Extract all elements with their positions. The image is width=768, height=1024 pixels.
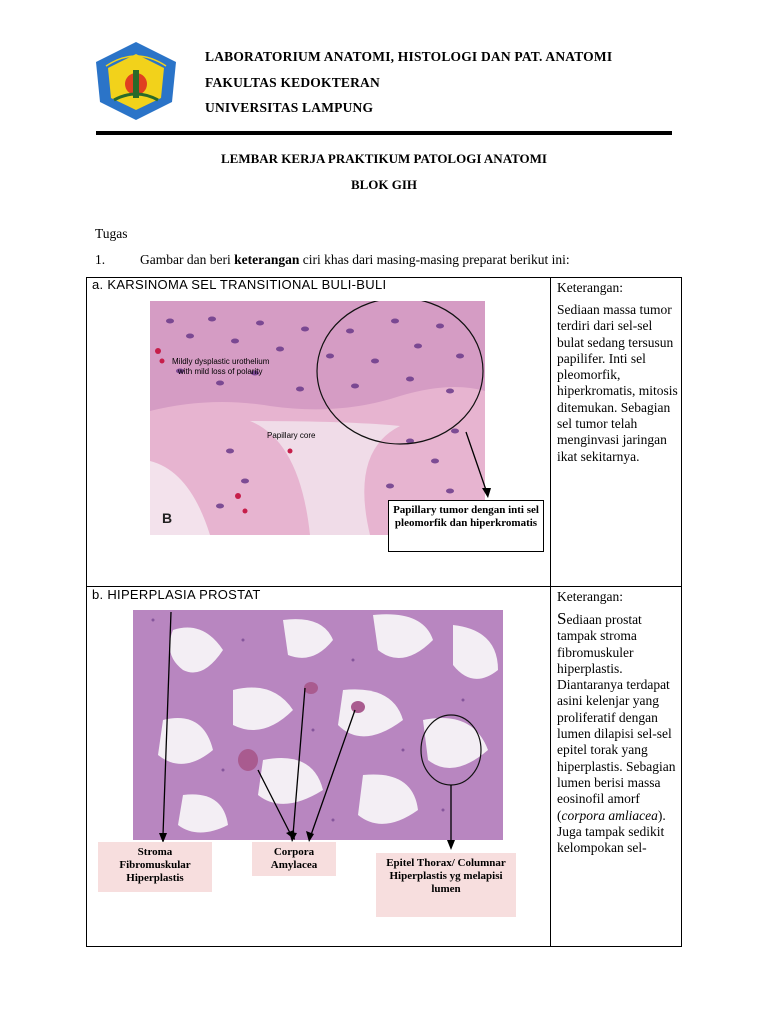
task-number: 1. — [95, 252, 106, 267]
header-divider — [96, 131, 672, 135]
arrows-b — [133, 610, 503, 850]
label-corpora-amylacea: Corpora Amylacea — [252, 842, 336, 876]
worksheet-subtitle: BLOK GIH — [350, 177, 418, 192]
label-epitel: Epitel Thorax/ Columnar Hiperplastis yg melapisi lumen — [376, 853, 516, 917]
header-university: UNIVERSITAS LAMPUNG — [205, 100, 374, 115]
task-instruction: Gambar dan beri keterangan ciri khas dari masing-masing preparat berikut ini: — [140, 252, 570, 267]
arrow-a — [460, 430, 500, 500]
label-papillary-core: Papillary core — [267, 431, 316, 440]
section-b-keterangan-title: Keterangan: — [557, 589, 623, 604]
callout-papillary-tumor: Papillary tumor dengan inti sel pleomorfik dan hiperkromatis — [388, 500, 544, 552]
label-dysplastic-line2: with mild loss of polarity — [178, 367, 263, 376]
table-column-divider — [550, 277, 551, 947]
label-stroma: Stroma Fibromuskular Hiperplastis — [98, 842, 212, 892]
section-b-keterangan-text: Sediaan prostat tampak stroma fibromuskuler hiperplastis. Diantaranya terdapat asini kelenjar yang proliferatif dengan lumen dilapisi sel-sel epitel torak yang hiperplastis. Sebagian lumen berisi massa eosinofil amorf (corpora amliacea). Juga tampak sedikit kelompokan sel- — [557, 609, 676, 856]
section-b-caption: b. HIPERPLASIA PROSTAT — [92, 587, 261, 602]
section-a-keterangan-text: Sediaan massa tumor terdiri dari sel-sel bulat sedang tersusun papilifer. Inti sel pleomorfik, hiperkromatis, mitosis ditemukan. Sebagian sel tumor telah menginvasi jaringan ikat sekitarnya. — [557, 302, 678, 464]
section-a-caption: a. KARSINOMA SEL TRANSITIONAL BULI-BULI — [92, 277, 387, 292]
header-faculty: FAKULTAS KEDOKTERAN — [205, 75, 380, 90]
worksheet-title: LEMBAR KERJA PRAKTIKUM PATOLOGI ANATOMI — [221, 151, 547, 166]
label-dysplastic-line1: Mildly dysplastic urothelium — [172, 357, 270, 366]
task-heading: Tugas — [95, 226, 128, 241]
section-a-keterangan-title: Keterangan: — [557, 280, 623, 295]
label-B: B — [162, 510, 173, 526]
university-logo — [92, 40, 180, 122]
header-lab: LABORATORIUM ANATOMI, HISTOLOGI DAN PAT. ANATOMI — [205, 49, 613, 64]
